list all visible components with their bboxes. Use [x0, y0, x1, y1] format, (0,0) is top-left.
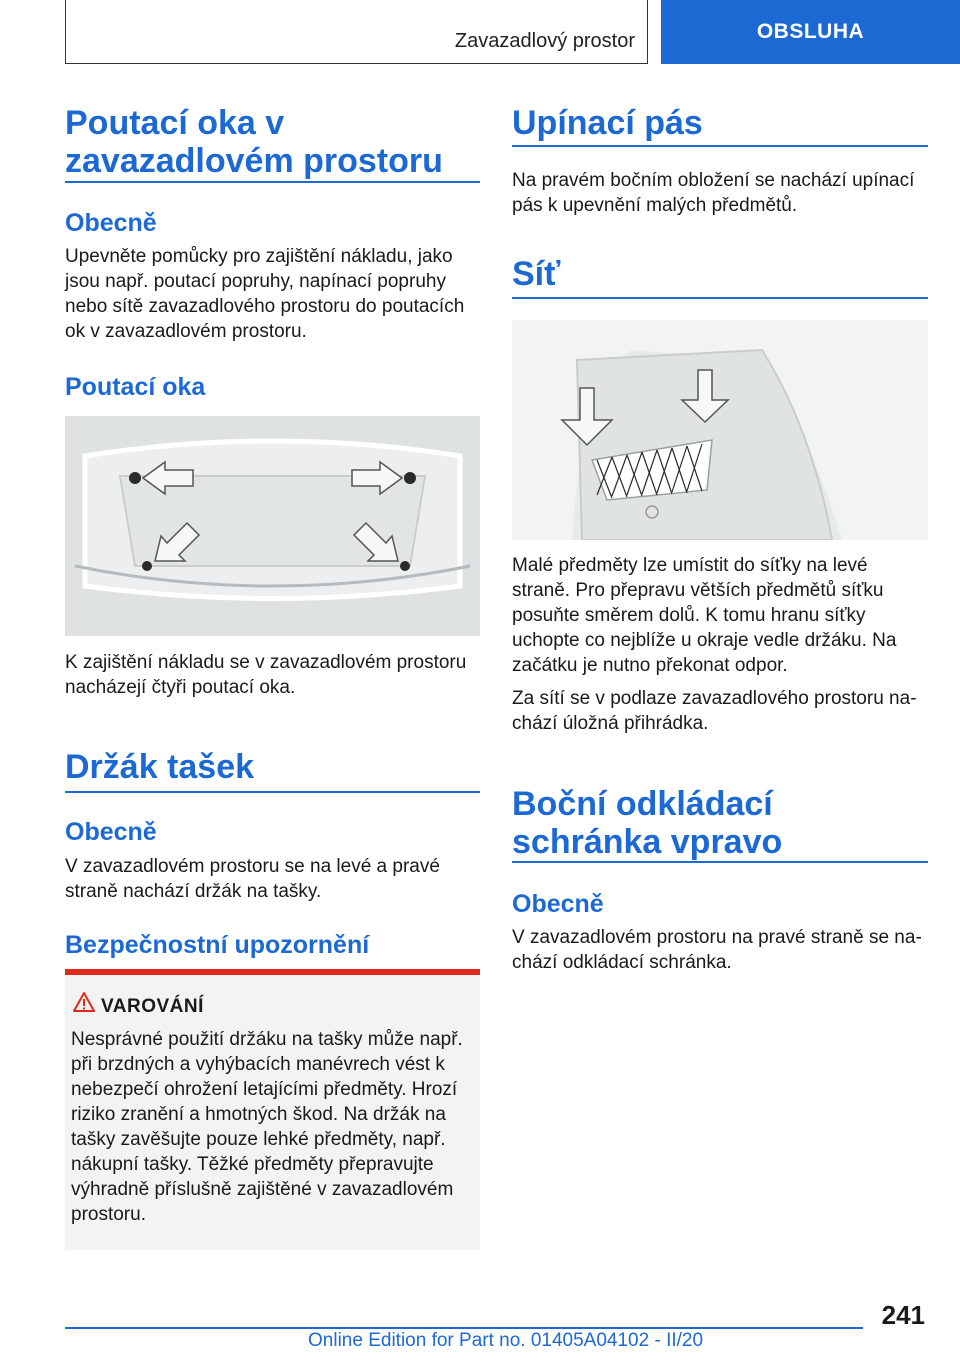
- warning-triangle-icon: [73, 991, 95, 1013]
- warning-title: VAROVÁNÍ: [101, 996, 204, 1017]
- heading-rule: [512, 145, 928, 147]
- paragraph-tiedown: K zajištění nákladu se v zavazadlovém prostoru nacházejí čtyři poutací oka.: [65, 652, 467, 698]
- subheading-safety: Bezpečnostní upozornění: [65, 931, 370, 959]
- trunk-illustration: [65, 416, 480, 636]
- tiedown-eye-icon: [129, 472, 141, 484]
- footer-rule: [65, 1327, 863, 1329]
- section-title: Zavazadlový prostor: [454, 30, 635, 52]
- subheading-general: Obecně: [65, 818, 157, 846]
- trunk-net-photo: [512, 320, 928, 540]
- tiedown-eye-icon: [400, 561, 410, 571]
- heading-side-box: Boční odkládací schránka vpravo: [512, 785, 783, 861]
- heading-rule: [65, 181, 480, 183]
- trunk-tiedown-photo: [65, 416, 480, 636]
- subheading-general: Obecně: [512, 890, 604, 918]
- heading-strap: Upínací pás: [512, 104, 703, 142]
- warning-box: [65, 969, 480, 1250]
- warning-bar: [65, 969, 480, 975]
- header-box: [65, 0, 648, 64]
- paragraph-net-2: Za sítí se v podlaze zavazadlového prostoru nachází úložná přihrádka.: [512, 688, 917, 734]
- paragraph-general: Upevněte pomůcky pro zajištění nákladu, jako jsou např. poutací popruhy, napínací popruhy nebo sítě zavazadlového prostoru do poutacích ok v zavazadlovém prostoru.: [65, 246, 465, 342]
- heading-rule: [512, 861, 928, 863]
- paragraph-strap: Na pravém bočním obložení se nachází upínací pás k upevnění malých předmětů.: [512, 170, 915, 216]
- footer-edition-text: Online Edition for Part no. 01405A04102 - II/20: [308, 1330, 704, 1351]
- paragraph-side-box: V zavazadlovém prostoru na pravé straně se nachází odkládací schránka.: [512, 927, 922, 973]
- heading-rule: [512, 297, 928, 299]
- page-number: 241: [881, 1300, 925, 1330]
- heading-rule: [65, 791, 480, 793]
- chapter-tab[interactable]: OBSLUHA: [661, 0, 960, 64]
- heading-tiedown-eyes: Poutací oka v zavazadlovém prostoru: [65, 104, 443, 180]
- warning-text: Nesprávné použití držáku na tašky může např. při brzdných a vyhýbacích manévrech vést k nebezpečí ohrožení letajícími předměty. Hrozí riziko zranění a hmotných škod. Na držák na tašky zavěšujte pouze lehké předměty, např. nákupní tašky. Těžké předměty přepravujte výhradně příslušně zajištěné v zavazadlovém prostoru.: [71, 1029, 463, 1225]
- subheading-general: Obecně: [65, 209, 157, 237]
- paragraph-net-1: Malé předměty lze umístit do síťky na levé straně. Pro přepravu větších předmětů síťku posuňte směrem dolů. K tomu hranu síťky uchopte co nejblíže u okraje vedle držáku. Na začátku je nutno překonat odpor.: [512, 555, 897, 676]
- heading-net: Síť: [512, 255, 561, 293]
- net-illustration: [512, 320, 928, 540]
- subheading-tiedown: Poutací oka: [65, 373, 206, 401]
- tiedown-eye-icon: [404, 472, 416, 484]
- heading-bag-holder: Držák tašek: [65, 748, 255, 786]
- paragraph-bag-holder: V zavazadlovém prostoru se na levé a pravé straně nachází držák na tašky.: [65, 856, 440, 902]
- tiedown-eye-icon: [142, 561, 152, 571]
